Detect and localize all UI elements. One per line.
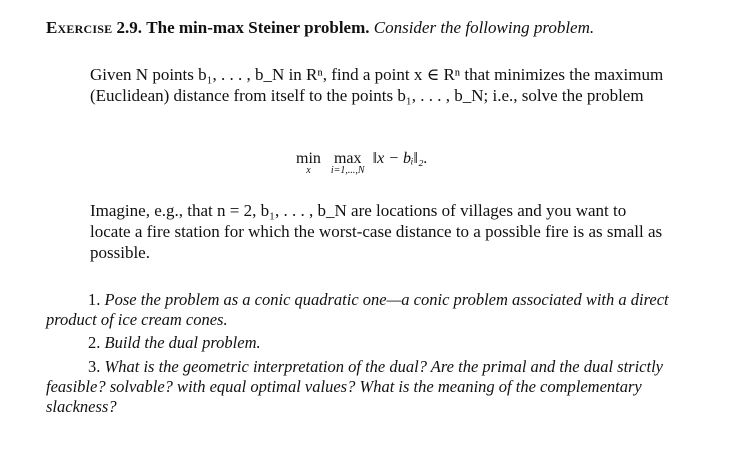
exercise-title: The min-max Steiner problem. (146, 18, 370, 37)
list-item (46, 357, 716, 417)
min-subscript: x (306, 165, 311, 176)
item-text: Pose the problem as a conic quadratic one—a conic problem associated with a direct product of ice cream cones. (46, 290, 669, 329)
list-item (46, 290, 716, 330)
exercise-label: Exercise (46, 18, 113, 37)
item-text: Build the dual problem. (104, 333, 261, 352)
item-number: 1. (88, 290, 101, 309)
max-operator (331, 150, 365, 176)
min-text: min (296, 150, 321, 167)
item-number: 2. (88, 333, 101, 352)
display-formula (296, 150, 428, 178)
list-item (88, 333, 261, 353)
problem-statement: Given N points b₁, . . . , b_N in Rⁿ, find a point x ∈ Rⁿ that minimizes the maximum (Euclidean) distance from itself to the points b₁, . . . , b_N; i.e., solve the problem (90, 65, 664, 105)
exercise-intro: Consider the following problem. (373, 18, 595, 37)
max-text: max (333, 150, 362, 167)
exercise-number: 2.9. (116, 18, 143, 37)
norm-expression: ‖x − bᵢ‖₂. (372, 150, 428, 167)
example-paragraph: Imagine, e.g., that n = 2, b₁, . . . , b_N are locations of villages and you want to locate a fire station for which the worst-case distance to a possible fire is as small as possible. (90, 201, 663, 262)
item-text: What is the geometric interpretation of the dual? Are the primal and the dual strictly feasible? solvable? with equal optimal values? What is the meaning of the complementary slackness? (46, 357, 663, 416)
exercise-heading (46, 18, 594, 38)
min-operator (296, 150, 321, 176)
max-subscript: i=1,...,N (330, 165, 365, 176)
item-number: 3. (88, 357, 101, 376)
